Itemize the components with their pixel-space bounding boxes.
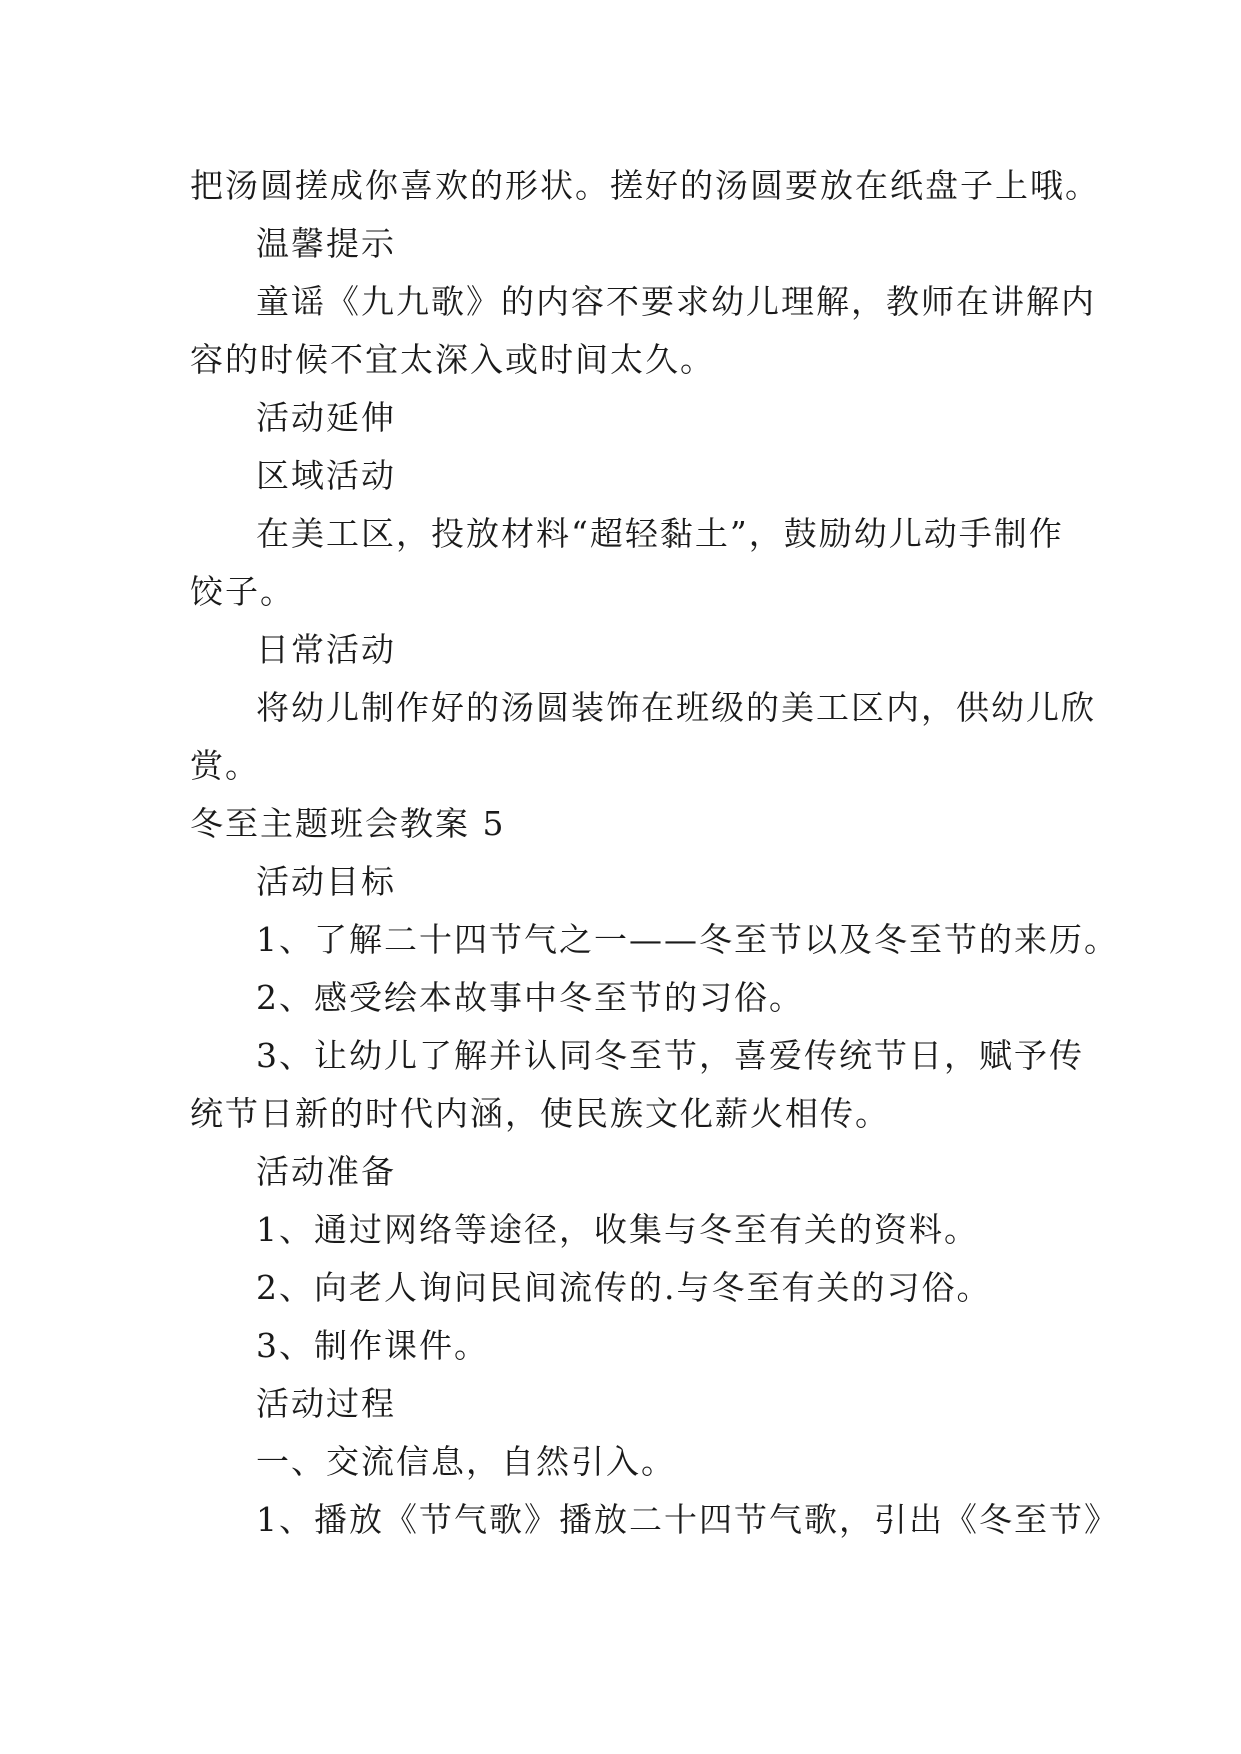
body-text-line: 容的时候不宜太深入或时间太久。 <box>190 340 715 379</box>
body-text-line: 统节日新的时代内涵，使民族文化薪火相传。 <box>190 1094 890 1133</box>
section-heading: 活动过程 <box>256 1384 396 1423</box>
body-text-line: 赏。 <box>190 746 260 785</box>
list-item: 1、了解二十四节气之一——冬至节以及冬至节的来历。 <box>256 920 1119 959</box>
list-item: 3、让幼儿了解并认同冬至节，喜爱传统节日，赋予传 <box>256 1036 1084 1075</box>
body-text-line: 饺子。 <box>190 572 295 611</box>
body-text-line: 把汤圆搓成你喜欢的形状。搓好的汤圆要放在纸盘子上哦。 <box>190 166 1100 205</box>
body-text-line: 童谣《九九歌》的内容不要求幼儿理解，教师在讲解内 <box>256 282 1096 321</box>
section-heading: 温馨提示 <box>256 224 396 263</box>
document-title: 冬至主题班会教案 5 <box>190 804 506 843</box>
body-text-line: 在美工区，投放材料“超轻黏土”，鼓励幼儿动手制作 <box>256 514 1064 553</box>
section-heading: 日常活动 <box>256 630 396 669</box>
body-text-line: 将幼儿制作好的汤圆装饰在班级的美工区内，供幼儿欣 <box>256 688 1096 727</box>
list-item: 2、向老人询问民间流传的.与冬至有关的习俗。 <box>256 1268 992 1307</box>
list-item: 2、感受绘本故事中冬至节的习俗。 <box>256 978 804 1017</box>
list-item: 3、制作课件。 <box>256 1326 489 1365</box>
list-item: 1、通过网络等途径，收集与冬至有关的资料。 <box>256 1210 979 1249</box>
section-heading: 活动目标 <box>256 862 396 901</box>
section-heading: 区域活动 <box>256 456 396 495</box>
section-heading: 活动延伸 <box>256 398 396 437</box>
list-item: 1、播放《节气歌》播放二十四节气歌，引出《冬至节》 <box>256 1500 1119 1539</box>
list-item: 一、交流信息，自然引入。 <box>256 1442 676 1481</box>
section-heading: 活动准备 <box>256 1152 396 1191</box>
